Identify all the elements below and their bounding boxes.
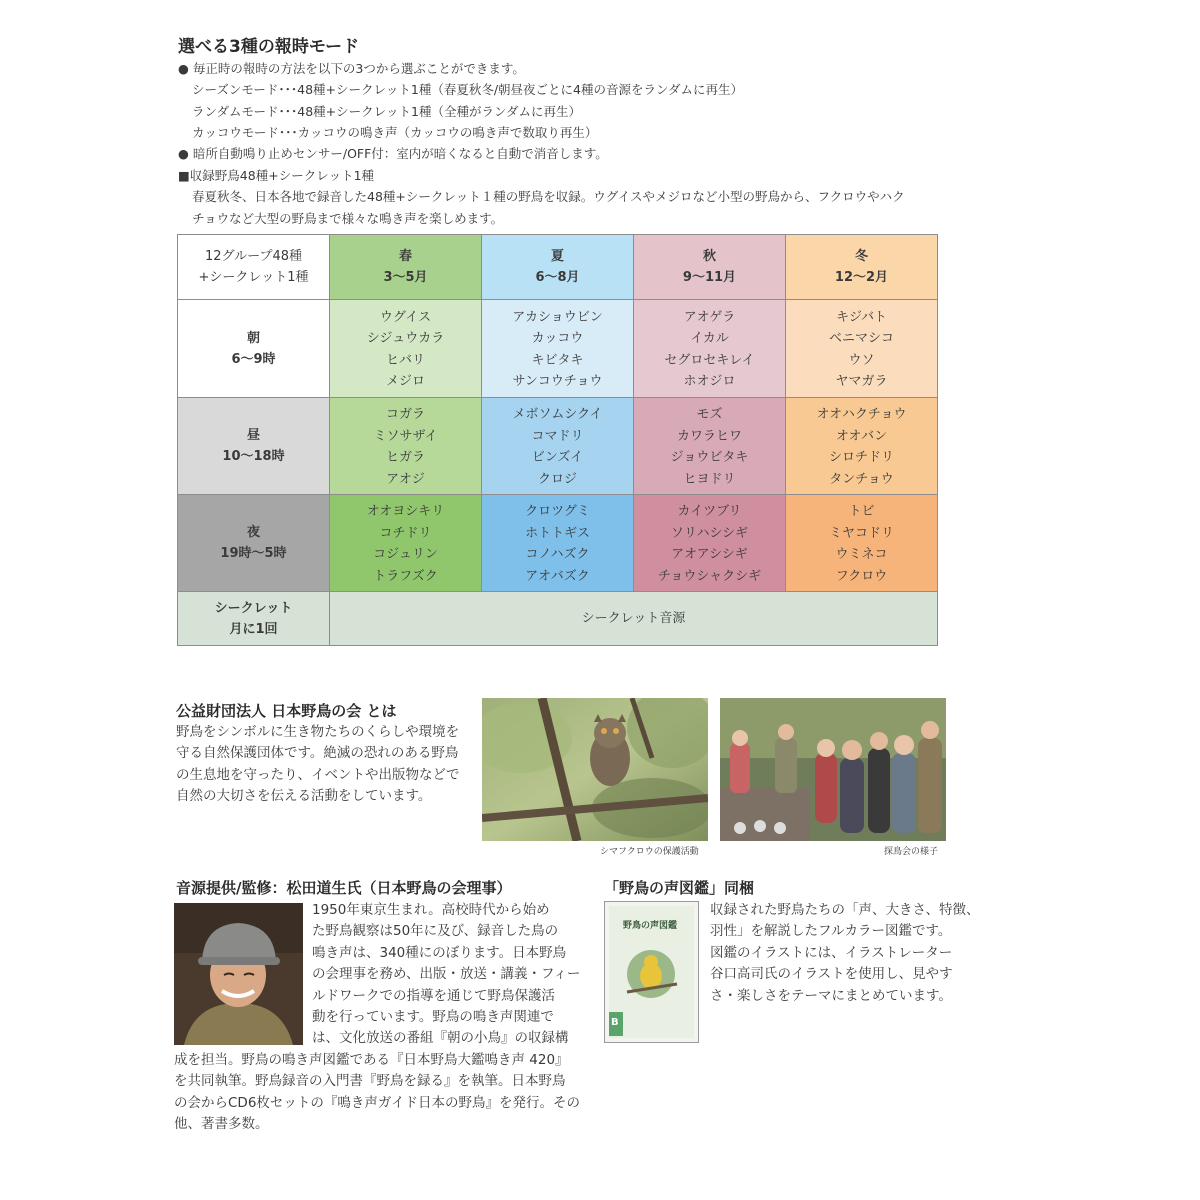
- time-label: 昼: [246, 428, 260, 443]
- guide-line: 図鑑のイラストには、イラストレーター: [710, 944, 953, 961]
- supervisor-line: 成を担当。野鳥の鳴き声図鑑である『日本野鳥大鑑鳴き声 420』: [174, 1052, 569, 1068]
- birds-cell-night-spring: [330, 495, 482, 592]
- season-header-winter: [786, 235, 938, 300]
- guide-line: 収録された野鳥たちの「声、大きさ、特徴、: [710, 902, 980, 918]
- bird-name: イカル: [690, 331, 729, 346]
- society-line: 野鳥をシンボルに生き物たちのくらしや環境を: [176, 724, 460, 740]
- supervisor-line: ルドワークでの指導を通じて野鳥保護活: [312, 987, 555, 1004]
- time-cell-night: [178, 495, 330, 592]
- bird-name: ヒバリ: [385, 352, 425, 368]
- supervisor-title: 音源提供/監修：松田道生氏（日本野鳥の会理事）: [176, 879, 512, 897]
- bird-name: コマドリ: [531, 428, 584, 444]
- society-title: 公益財団法人 日本野鳥の会 とは: [176, 702, 397, 720]
- bird-name: コガラ: [385, 407, 425, 422]
- society-description: [176, 722, 460, 808]
- birds-cell-noon-winter: [786, 398, 938, 495]
- table-corner-cell: [178, 235, 330, 300]
- guide-description: [710, 900, 979, 1007]
- bird-name: ミソサザイ: [373, 428, 438, 444]
- bird-name: ベニマシコ: [828, 331, 894, 346]
- birds-cell-noon-autumn: [634, 398, 786, 495]
- bird-name: カッコウ: [531, 331, 584, 346]
- time-label: 朝: [246, 330, 260, 346]
- society-line: 自然の大切さを伝える活動をしています。: [176, 788, 432, 805]
- bird-name: コチドリ: [379, 525, 432, 541]
- bird-name: オオハクチョウ: [816, 407, 907, 422]
- bird-name: チョウシャクシギ: [657, 568, 762, 584]
- guide-line: さ・楽しさをテーマにまとめています。: [710, 987, 952, 1004]
- guide-book-cover: [604, 901, 699, 1043]
- bird-name: ウミネコ: [835, 547, 888, 562]
- bird-name: アオアシシギ: [671, 547, 748, 562]
- supervisor-bio-full: [174, 1050, 580, 1136]
- modes-line-cuckoo: カッコウモード･･･カッコウの鳴き声（カッコウの鳴き声で数取り再生）: [192, 125, 598, 140]
- bird-name: シロチドリ: [828, 450, 894, 465]
- bird-name: キジバト: [836, 309, 887, 325]
- time-label: 夜: [246, 525, 260, 540]
- bird-name: フクロウ: [835, 568, 888, 584]
- bird-name: トビ: [848, 504, 875, 519]
- season-months: 9～11月: [682, 270, 737, 285]
- supervisor-bio-beside: [312, 900, 580, 1050]
- supervisor-line: 鳴き声は、340種にのぼります。日本野鳥: [312, 944, 567, 961]
- supervisor-line: を共同執筆。野鳥録音の入門書『野鳥を録る』を執筆。日本野鳥: [174, 1073, 566, 1090]
- bird-name: ヤマガラ: [835, 374, 888, 389]
- bird-name: ヒヨドリ: [683, 471, 736, 487]
- owl-photo: [482, 698, 708, 841]
- modes-line-random: ランダムモード･･･48種+シークレット1種（全種がランダムに再生）: [192, 104, 581, 119]
- birds-cell-morning-winter: [786, 300, 938, 398]
- corner-line-1: 12グループ48種: [204, 248, 303, 264]
- time-cell-secret: [178, 592, 330, 646]
- birds-cell-morning-summer: [482, 300, 634, 398]
- secret-label: シークレット: [214, 600, 293, 616]
- bird-name: ビンズイ: [531, 450, 584, 465]
- supervisor-line: 他、著書多数。: [174, 1116, 269, 1133]
- bird-name: カワラヒワ: [676, 428, 742, 444]
- secret-sound-cell: [330, 592, 938, 646]
- supervisor-line: 動を行っています。野鳥の鳴き声関連で: [312, 1009, 554, 1026]
- birds-cell-noon-summer: [482, 398, 634, 495]
- modes-line-intro: ● 毎正時の報時の方法を以下の3つから選ぶことができます。: [178, 61, 525, 76]
- supervisor-line: 1950年東京生まれ。高校時代から始め: [312, 902, 550, 918]
- time-cell-noon: [178, 398, 330, 495]
- birdwatching-photo: [720, 698, 946, 841]
- bird-name: メボソムシクイ: [512, 407, 603, 422]
- society-line: 守る自然保護団体です。絶滅の恐れのある野鳥: [176, 745, 459, 762]
- bird-name: セグロセキレイ: [664, 352, 755, 368]
- season-name: 春: [398, 249, 412, 264]
- bird-name: オオバン: [835, 428, 888, 444]
- secret-frequency: 月に1回: [229, 621, 278, 637]
- bird-name: クロジ: [537, 471, 577, 487]
- guide-book-letter: B: [611, 1017, 619, 1028]
- bird-name: タンチョウ: [829, 471, 894, 487]
- bird-name: アカショウビン: [512, 309, 603, 325]
- bird-name: オオヨシキリ: [366, 504, 445, 519]
- society-line: の生息地を守ったり、イベントや出版物などで: [176, 766, 460, 783]
- season-header-summer: [482, 235, 634, 300]
- corner-line-2: +シークレット1種: [198, 270, 309, 285]
- birdwatching-photo-caption: 探鳥会の様子: [884, 847, 939, 857]
- birds-cell-night-summer: [482, 495, 634, 592]
- bird-name: コジュリン: [373, 547, 438, 562]
- bird-name: ソリハシシギ: [670, 525, 749, 541]
- season-name: 夏: [550, 249, 564, 264]
- time-hours: 10～18時: [222, 449, 285, 464]
- owl-photo-caption: シマフクロウの保護活動: [600, 847, 699, 857]
- bird-name: ホオジロ: [683, 374, 736, 389]
- supervisor-line: の会からCD6枚セットの『鳴き声ガイド日本の野鳥』を発行。その: [174, 1094, 581, 1111]
- birds-cell-morning-spring: [330, 300, 482, 398]
- bird-name: アオジ: [386, 471, 425, 487]
- bird-name: ホトトギス: [525, 525, 590, 541]
- season-months: 12～2月: [834, 270, 889, 285]
- bird-name: クロツグミ: [525, 504, 590, 519]
- bird-name: ウグイス: [379, 309, 432, 325]
- supervisor-line: は、文化放送の番組『朝の小鳥』の収録構: [312, 1030, 569, 1047]
- season-header-autumn: [634, 235, 786, 300]
- bird-name: トラフズク: [373, 568, 438, 584]
- birds-cell-noon-spring: [330, 398, 482, 495]
- supervisor-portrait: [174, 903, 303, 1045]
- season-name: 冬: [854, 249, 868, 264]
- season-months: 3～5月: [383, 270, 428, 285]
- bird-name: サンコウチョウ: [512, 374, 603, 389]
- bird-name: ミヤコドリ: [828, 525, 894, 541]
- bird-name: モズ: [696, 407, 723, 422]
- time-cell-morning: [178, 300, 330, 398]
- bird-name: アオバズク: [525, 568, 590, 584]
- bird-name: キビタキ: [531, 352, 584, 368]
- modes-line-season: シーズンモード･･･48種+シークレット1種（春夏秋冬/朝昼夜ごとに4種の音源をランダムに再生）: [192, 82, 743, 97]
- modes-line-desc1: 春夏秋冬、日本各地で録音した48種+シークレット１種の野鳥を収録。ウグイスやメジロなど小型の野鳥から、フクロウやハク: [192, 189, 905, 204]
- birds-cell-morning-autumn: [634, 300, 786, 398]
- guide-book-title: 野鳥の声図鑑: [623, 921, 678, 931]
- season-months: 6～8月: [535, 270, 580, 285]
- bird-name: ジョウビタキ: [670, 450, 749, 465]
- birds-cell-night-winter: [786, 495, 938, 592]
- bird-name: ヒガラ: [385, 450, 425, 465]
- modes-line-desc2: チョウなど大型の野鳥まで様々な鳴き声を楽しめます。: [192, 211, 504, 226]
- bird-name: アオゲラ: [683, 309, 736, 325]
- guide-line: 谷口高司氏のイラストを使用し、見やす: [710, 966, 953, 983]
- bird-name: コノハズク: [525, 547, 590, 562]
- birds-cell-night-autumn: [634, 495, 786, 592]
- modes-line-sensor: ● 暗所自動鳴り止めセンサー/OFF付：室内が暗くなると自動で消音します。: [178, 146, 608, 161]
- bird-name: シジュウカラ: [366, 331, 445, 346]
- guide-title: 「野鳥の声図鑑」同梱: [604, 879, 755, 897]
- bird-name: メジロ: [385, 374, 425, 389]
- modes-heading: 選べる3種の報時モード: [178, 37, 360, 57]
- supervisor-line: の会理事を務め、出版・放送・講義・フィー: [312, 966, 581, 983]
- season-header-spring: [330, 235, 482, 300]
- modes-line-recorded: ■収録野鳥48種+シークレット1種: [178, 168, 375, 183]
- guide-line: 羽性」を解説したフルカラー図鑑です。: [710, 923, 952, 940]
- season-table: [177, 234, 938, 646]
- secret-sound-label: シークレット音源: [581, 610, 686, 626]
- supervisor-line: た野鳥観察は50年に及び、録音した鳥の: [312, 923, 559, 940]
- time-hours: 19時～5時: [220, 546, 287, 561]
- season-name: 秋: [702, 249, 716, 264]
- bird-name: ウソ: [848, 352, 875, 368]
- bird-name: カイツブリ: [677, 504, 742, 519]
- time-hours: 6～9時: [231, 351, 276, 367]
